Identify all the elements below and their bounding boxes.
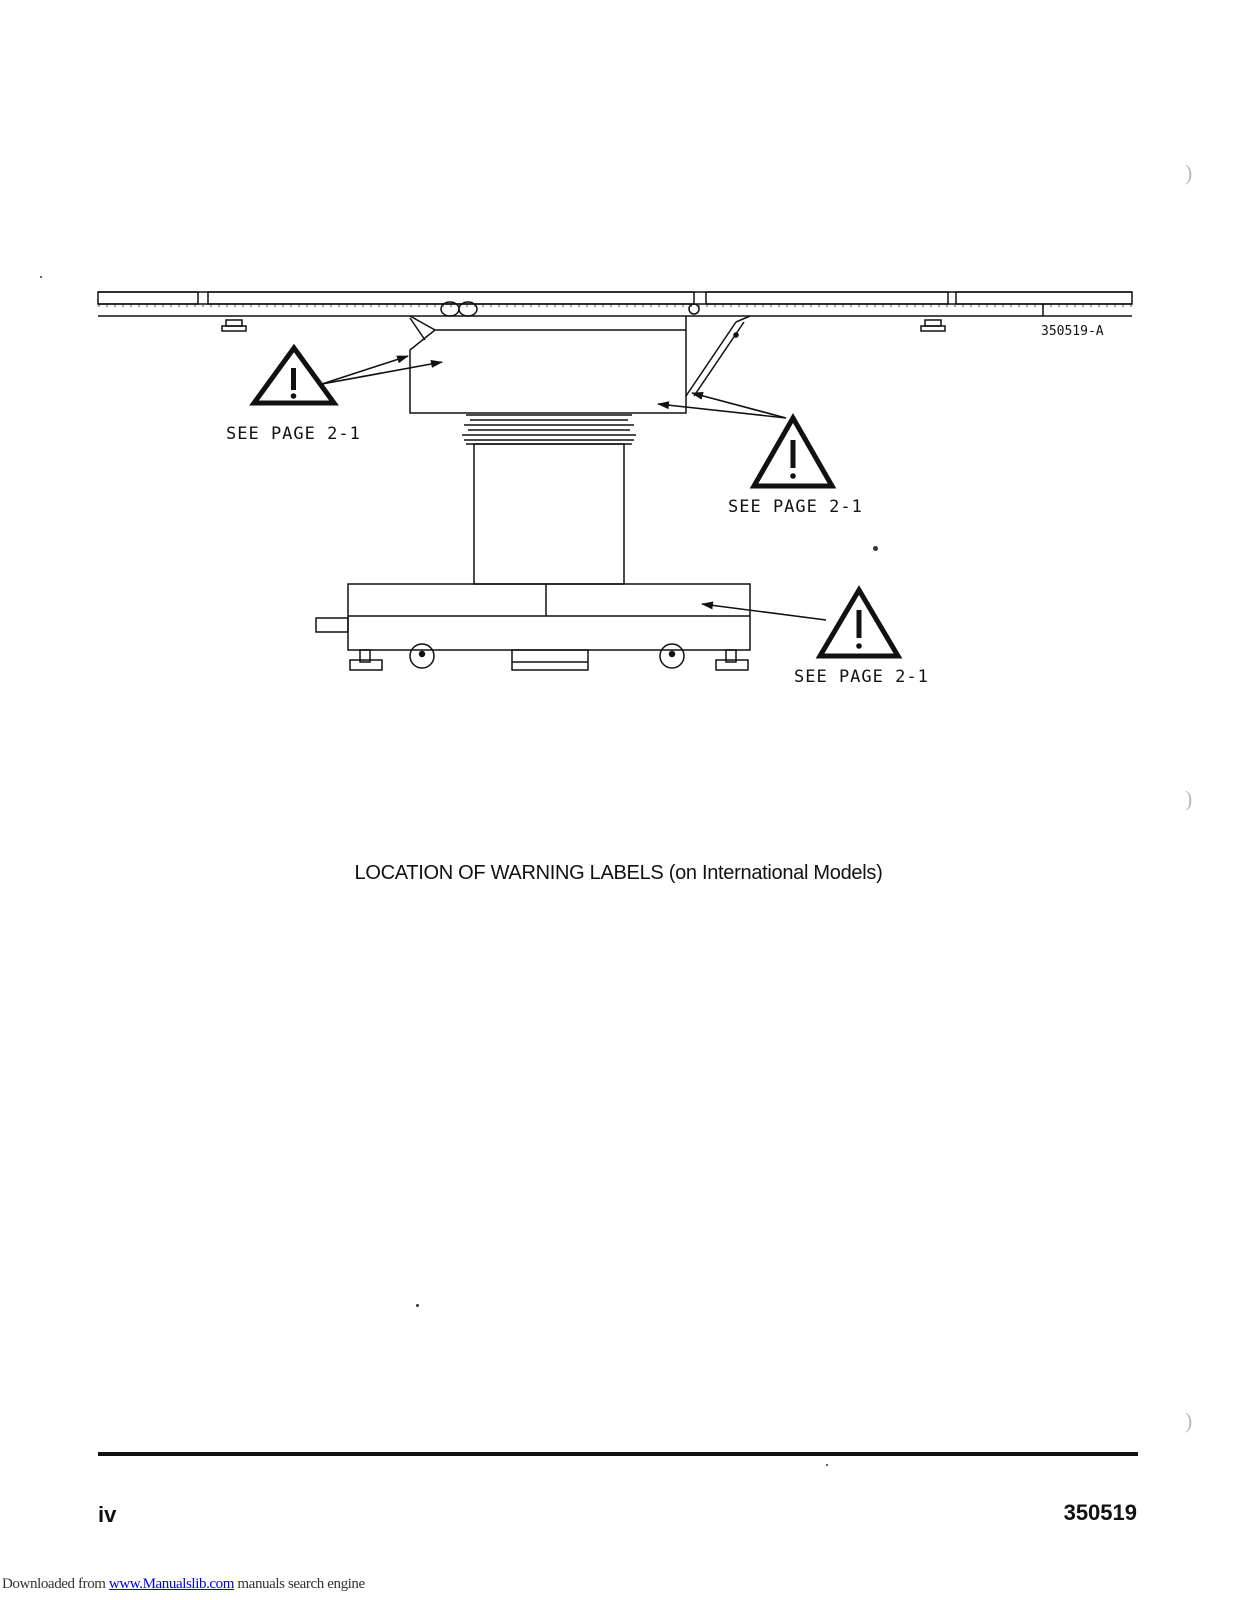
scan-speck xyxy=(826,1464,828,1466)
tabletop xyxy=(98,292,1132,331)
warning-label-reference: SEE PAGE 2-1 xyxy=(794,667,929,687)
page-number: iv xyxy=(98,1502,117,1527)
document-number: 350519 xyxy=(1063,1500,1137,1525)
warning-triangle-icon xyxy=(254,348,334,403)
drawing-number: 350519-A xyxy=(1041,324,1104,339)
bellows-and-column xyxy=(462,415,636,584)
scan-speck xyxy=(40,276,42,278)
figure-caption: LOCATION OF WARNING LABELS (on International Models) xyxy=(354,862,883,884)
scan-edge-mark: ) xyxy=(1185,1408,1193,1433)
download-banner-prefix: Downloaded from xyxy=(2,1576,109,1592)
manualslib-link[interactable]: www.Manualslib.com xyxy=(108,1576,235,1592)
column-housing xyxy=(410,316,750,413)
warning-triangle-icon xyxy=(754,418,832,486)
table-base xyxy=(316,584,750,670)
warning-triangle-icon xyxy=(820,590,898,656)
scan-speck xyxy=(416,1304,419,1307)
scan-edge-mark: ) xyxy=(1185,160,1193,185)
download-banner-suffix: manuals search engine xyxy=(234,1576,365,1592)
scan-edge-mark: ) xyxy=(1185,786,1193,811)
download-banner xyxy=(2,1576,365,1593)
warning-label-reference: SEE PAGE 2-1 xyxy=(226,424,361,444)
footer-rule xyxy=(98,1452,1138,1456)
scan-speck xyxy=(873,546,878,551)
warning-label-reference: SEE PAGE 2-1 xyxy=(728,497,863,517)
